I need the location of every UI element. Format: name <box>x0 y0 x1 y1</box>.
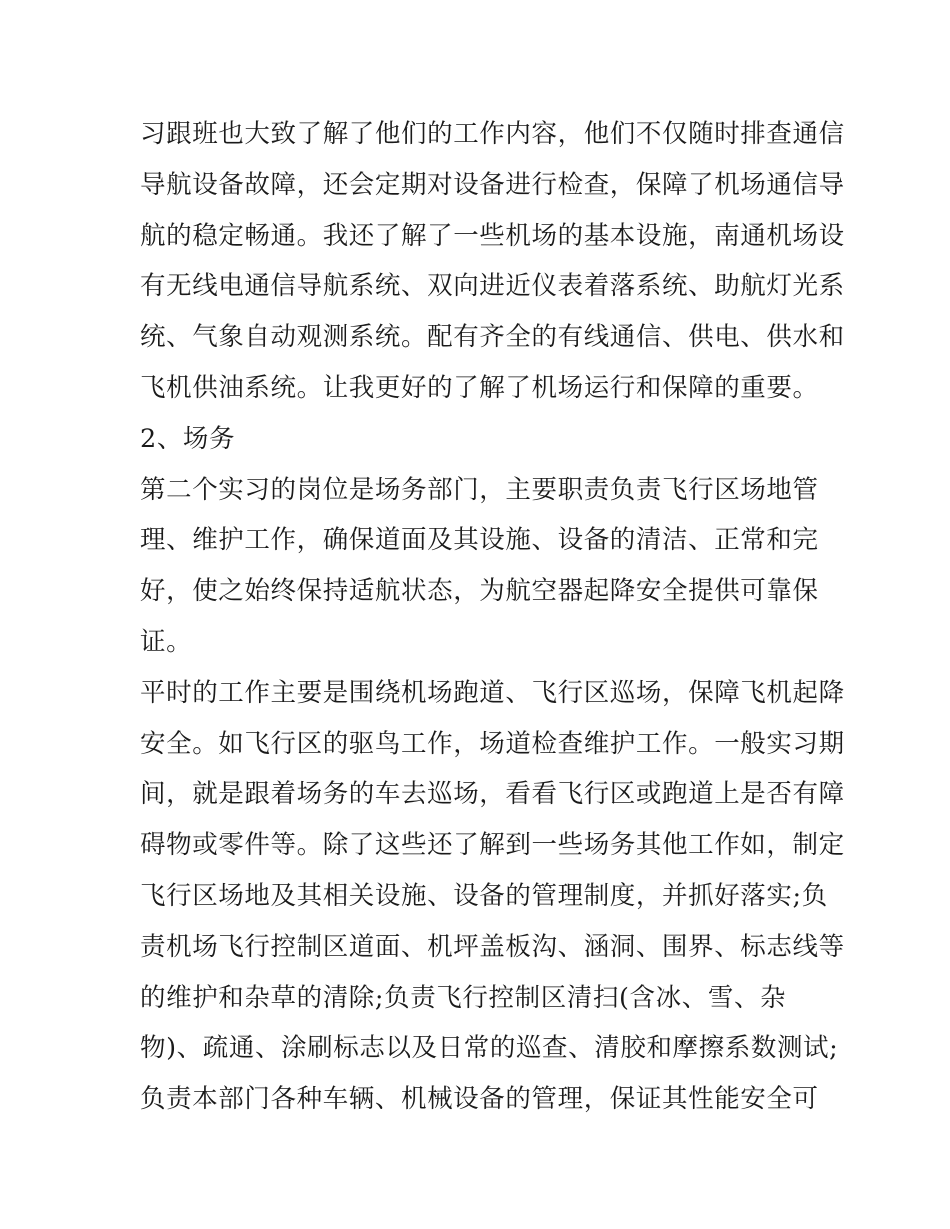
text-line: 的维护和杂草的清除;负责飞行控制区清扫(含冰、雪、杂 <box>140 982 787 1013</box>
text-line: 物)、疏通、涂刷标志以及日常的巡查、清胶和摩擦系数测试; <box>140 1033 839 1064</box>
text-line: 第二个实习的岗位是场务部门，主要职责负责飞行区场地管 <box>140 474 819 505</box>
text-line: 导航设备故障，还会定期对设备进行检查，保障了机场通信导 <box>140 169 845 200</box>
text-line: 航的稳定畅通。我还了解了一些机场的基本设施，南通机场设 <box>140 220 845 251</box>
text-line: 证。 <box>140 626 193 657</box>
text-line: 碍物或零件等。除了这些还了解到一些场务其他工作如，制定 <box>140 830 845 861</box>
text-line: 统、气象自动观测系统。配有齐全的有线通信、供电、供水和 <box>140 322 845 353</box>
text-line: 责机场飞行控制区道面、机坪盖板沟、涵洞、围界、标志线等 <box>140 931 845 962</box>
text-line: 有无线电通信导航系统、双向进近仪表着落系统、助航灯光系 <box>140 271 845 302</box>
document-body <box>140 109 845 1125</box>
text-line: 负责本部门各种车辆、机械设备的管理，保证其性能安全可 <box>140 1084 819 1115</box>
text-line: 习跟班也大致了解了他们的工作内容，他们不仅随时排查通信 <box>140 119 845 149</box>
text-line: 平时的工作主要是围绕机场跑道、飞行区巡场，保障飞机起降 <box>140 677 845 708</box>
text-line: 理、维护工作，确保道面及其设施、设备的清洁、正常和完 <box>140 525 819 556</box>
text-line: 好，使之始终保持适航状态，为航空器起降安全提供可靠保 <box>140 576 819 607</box>
text-line: 飞行区场地及其相关设施、设备的管理制度，并抓好落实;负 <box>140 880 828 911</box>
text-line: 安全。如飞行区的驱鸟工作，场道检查维护工作。一般实习期 <box>140 728 845 759</box>
text-line: 间，就是跟着场务的车去巡场，看看飞行区或跑道上是否有障 <box>140 779 845 810</box>
section-heading: 2、场务 <box>140 423 236 454</box>
text-line: 飞机供油系统。让我更好的了解了机场运行和保障的重要。 <box>140 372 819 403</box>
